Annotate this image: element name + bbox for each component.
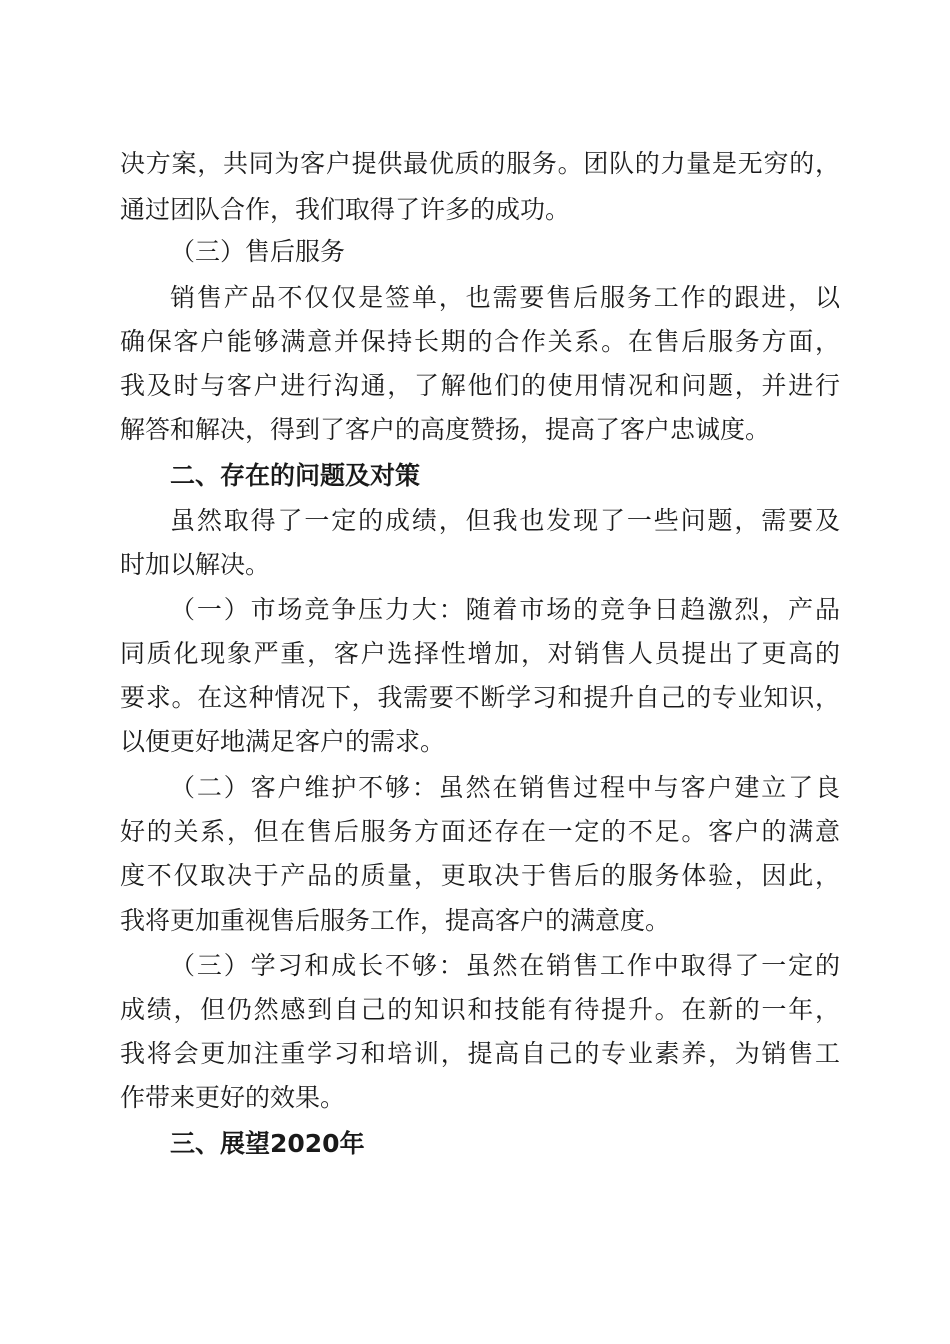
paragraph-line: 成绩，但仍然感到自己的知识和技能有待提升。在新的一年， bbox=[120, 995, 840, 1024]
paragraph-line: （二）客户维护不够：虽然在销售过程中与客户建立了良 bbox=[170, 773, 840, 802]
paragraph-line: 要求。在这种情况下，我需要不断学习和提升自己的专业知识， bbox=[120, 683, 840, 712]
paragraph-line: 时加以解决。 bbox=[120, 550, 271, 579]
paragraph-line: 销售产品不仅仅是签单，也需要售后服务工作的跟进，以 bbox=[170, 283, 840, 312]
paragraph-line: 确保客户能够满意并保持长期的合作关系。在售后服务方面， bbox=[120, 327, 840, 356]
paragraph-line: 同质化现象严重，客户选择性增加，对销售人员提出了更高的 bbox=[120, 639, 840, 668]
paragraph-line: （三）学习和成长不够：虽然在销售工作中取得了一定的 bbox=[170, 951, 840, 980]
section-heading: 二、存在的问题及对策 bbox=[170, 461, 421, 490]
section-heading: 三、展望2020年 bbox=[170, 1129, 365, 1158]
paragraph-line: （一）市场竞争压力大：随着市场的竞争日趋激烈，产品 bbox=[170, 595, 840, 624]
paragraph-line: 作带来更好的效果。 bbox=[120, 1083, 346, 1112]
paragraph-line: 好的关系，但在售后服务方面还存在一定的不足。客户的满意 bbox=[120, 817, 840, 846]
paragraph-line: 我将更加重视售后服务工作，提高客户的满意度。 bbox=[120, 906, 671, 935]
paragraph-line: 以便更好地满足客户的需求。 bbox=[120, 727, 446, 756]
paragraph-line: 决方案，共同为客户提供最优质的服务。团队的力量是无穷的， bbox=[120, 149, 840, 178]
paragraph-line: 度不仅取决于产品的质量，更取决于售后的服务体验，因此， bbox=[120, 861, 840, 890]
paragraph-line: 我将会更加注重学习和培训，提高自己的专业素养，为销售工 bbox=[120, 1039, 840, 1068]
paragraph-line: 解答和解决，得到了客户的高度赞扬，提高了客户忠诚度。 bbox=[120, 415, 771, 444]
paragraph-line: 通过团队合作，我们取得了许多的成功。 bbox=[120, 195, 571, 224]
subsection-heading: （三）售后服务 bbox=[170, 237, 346, 266]
paragraph-line: 虽然取得了一定的成绩，但我也发现了一些问题，需要及 bbox=[170, 506, 840, 535]
paragraph-line: 我及时与客户进行沟通，了解他们的使用情况和问题，并进行 bbox=[120, 371, 840, 400]
